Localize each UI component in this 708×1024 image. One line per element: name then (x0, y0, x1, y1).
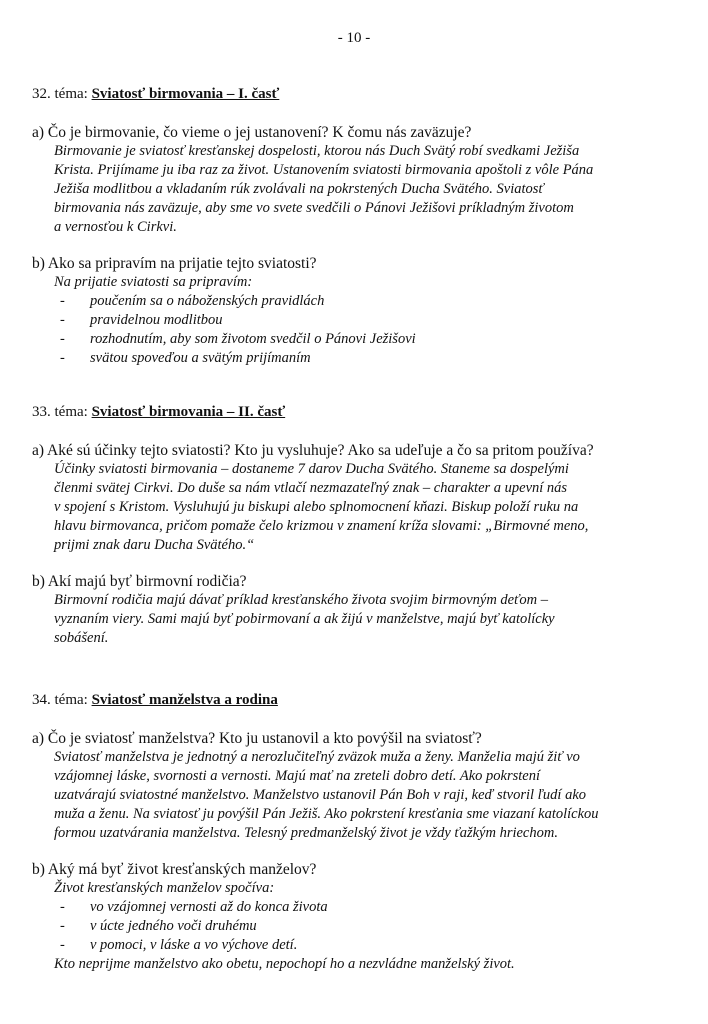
answer-line: Krista. Prijímame ju iba raz za život. Ustanovením sviatosti birmovania apoštoli z vôle Pána (54, 162, 594, 178)
answer-outro (54, 955, 682, 974)
answer-intro (54, 273, 682, 292)
list-item: - rozhodnutím, aby som životom svedčil o Pánovi Ježišovi (60, 330, 682, 349)
bullet-list (32, 898, 682, 955)
answer-line: Život kresťanských manželov spočíva: (54, 880, 275, 896)
list-item: - vo vzájomnej vernosti až do konca života (60, 898, 682, 917)
list-item: - pravidelnou modlitbou (60, 311, 682, 330)
topic-number: 32. téma: (32, 86, 88, 102)
answer-line: formou uzatvárania manželstva. Telesný predmanželský život je vždy ťažkým hriechom. (54, 825, 558, 841)
answer-line: Sviatosť manželstva je jednotný a nerozlučiteľný zväzok muža a ženy. Manželia majú žiť vo (54, 749, 580, 765)
answer-line: birmovania nás zaväzuje, aby sme vo svete svedčili o Pánovi Ježišovi príkladným životom (54, 200, 574, 216)
list-item: - poučením sa o náboženských pravidlách (60, 292, 682, 311)
list-item: - svätou spoveďou a svätým prijímaním (60, 349, 682, 368)
topic-34-section (32, 692, 682, 974)
page-number: - 10 - (337, 30, 371, 46)
answer-line: Účinky sviatosti birmovania – dostaneme 7 darov Ducha Svätého. Staneme sa dospelými (54, 461, 569, 477)
answer (54, 460, 682, 555)
answer-line: Kto neprijme manželstvo ako obetu, nepochopí ho a nezvládne manželský život. (54, 956, 515, 972)
topic-32-section (32, 86, 682, 368)
answer-line: v spojení s Kristom. Vysluhujú ju biskupi alebo splnomocnení kňazi. Biskup položí ruku na (54, 499, 579, 515)
topic-heading (32, 404, 682, 421)
topic-33-section (32, 404, 682, 648)
bullet-list (32, 292, 682, 368)
answer-line: uzatvárajú sviatostné manželstvo. Manželstvo ustanovil Pán Boh v raji, keď stvoril ľudí ako (54, 787, 587, 803)
question: a) Aké sú účinky tejto sviatosti? Kto ju vysluhuje? Ako sa udeľuje a čo sa pritom používa? (32, 442, 594, 459)
question: b) Ako sa pripravím na prijatie tejto sviatosti? (32, 255, 317, 272)
question: a) Čo je sviatosť manželstva? Kto ju ustanovil a kto povýšil na sviatosť? (32, 730, 482, 747)
answer-line: Na prijatie sviatosti sa pripravím: (54, 274, 253, 290)
topic-title: Sviatosť birmovania – I. časť (91, 86, 280, 102)
answer (54, 142, 682, 237)
answer-line: Birmovní rodičia majú dávať príklad kresťanského života svojim birmovným deťom – (54, 592, 548, 608)
list-item: - v úcte jedného voči druhému (60, 917, 682, 936)
list-item: - v pomoci, v láske a vo výchove detí. (60, 936, 682, 955)
question: b) Akí majú byť birmovní rodičia? (32, 573, 247, 590)
answer-line: Birmovanie je sviatosť kresťanskej dospelosti, ktorou nás Duch Svätý robí svedkami Ježiša (54, 143, 580, 159)
answer (54, 748, 682, 843)
answer-line: hlavu birmovanca, pričom pomaže čelo krizmou v znamení kríža slovami: „Birmovné meno, (54, 518, 589, 534)
question: a) Čo je birmovanie, čo vieme o jej ustanovení? K čomu nás zaväzuje? (32, 124, 472, 141)
answer-line: Ježiša modlitbou a vkladaním rúk zvolávali na pokrstených Ducha Svätého. Sviatosť (54, 181, 544, 197)
answer-line: vyznaním viery. Sami majú byť pobirmovaní a ak žijú v manželstve, majú byť katolícky (54, 611, 555, 627)
topic-number: 33. téma: (32, 404, 88, 420)
topic-number: 34. téma: (32, 692, 88, 708)
question: b) Aký má byť život kresťanských manželov? (32, 861, 317, 878)
topic-heading (32, 692, 682, 709)
answer-line: a vernosťou k Cirkvi. (54, 219, 177, 235)
answer-line: vzájomnej láske, svornosti a vernosti. Majú mať na zreteli dobro detí. Ako pokrstení (54, 768, 540, 784)
topic-heading (32, 86, 682, 103)
answer-line: členmi svätej Cirkvi. Do duše sa nám vtlačí nezmazateľný znak – charakter a upevní nás (54, 480, 568, 496)
answer-intro (54, 879, 682, 898)
topic-title: Sviatosť manželstva a rodina (91, 692, 278, 708)
answer-line: muža a ženu. Na sviatosť ju povýšil Pán Ježiš. Ako pokrstení kresťania sme viazaní katolíckou (54, 806, 599, 822)
answer-line: sobášení. (54, 630, 109, 646)
answer-line: prijmi znak daru Ducha Svätého.“ (54, 537, 255, 553)
answer (54, 591, 682, 648)
topic-title: Sviatosť birmovania – II. časť (91, 404, 286, 420)
